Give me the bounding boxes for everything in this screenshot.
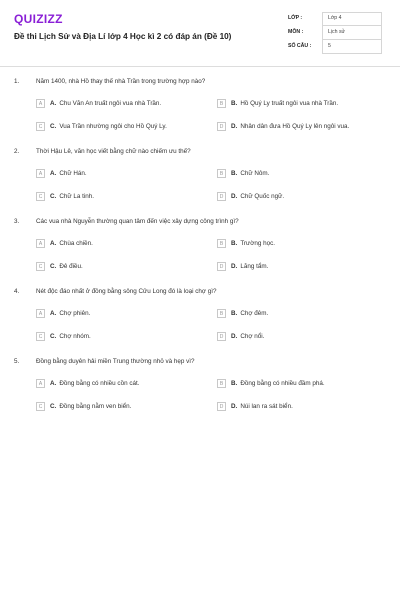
option-letter: A. [50,310,57,317]
option-text: Hồ Quý Ly truất ngôi vua nhà Trần. [240,100,339,107]
answer-option[interactable] [36,122,167,131]
option-checkbox[interactable]: D [217,332,226,341]
header-divider [0,66,400,67]
option-text: Chữ Nôm. [240,170,270,177]
option-text: Chu Văn An truất ngôi vua nhà Trần. [59,100,162,107]
meta-row-class [288,12,388,26]
meta-table [288,12,388,54]
answer-option[interactable] [217,402,293,411]
option-letter: B. [231,380,238,387]
answer-option[interactable] [217,262,268,271]
answer-option[interactable] [217,309,268,318]
option-checkbox[interactable]: C [36,192,45,201]
option-letter: A. [50,240,57,247]
option-letter: D. [231,193,238,200]
answer-option[interactable] [217,99,338,108]
option-letter: C. [50,123,57,130]
option-checkbox[interactable]: C [36,122,45,131]
option-text: Chữ La tinh. [59,193,94,200]
option-checkbox[interactable]: D [217,122,226,131]
option-letter: A. [50,380,57,387]
question-item [14,148,388,218]
option-text: Vua Trần nhường ngôi cho Hồ Quý Ly. [59,123,167,130]
question-text: Năm 1400, nhà Hồ thay thế nhà Trần trong trường hợp nào? [36,78,206,85]
meta-label: SỐ CÂU : [288,43,312,49]
option-text: Lăng tẩm. [240,263,269,270]
answer-option[interactable] [36,169,87,178]
option-letter: C. [50,403,57,410]
question-text: Các vua nhà Nguyễn thường quan tâm đến việc xây dựng công trình gì? [36,218,239,225]
question-number: 3. [14,218,20,225]
option-checkbox[interactable]: B [217,99,226,108]
option-letter: D. [231,333,238,340]
option-checkbox[interactable]: B [217,379,226,388]
answer-option[interactable] [36,239,93,248]
option-text: Trường học. [240,240,276,247]
option-letter: B. [231,310,238,317]
option-letter: D. [231,123,238,130]
meta-value: Lớp 4 [328,15,342,21]
option-letter: B. [231,240,238,247]
option-checkbox[interactable]: A [36,99,45,108]
option-text: Đồng bằng nằm ven biển. [59,403,132,410]
question-item [14,78,388,148]
question-item [14,288,388,358]
worksheet-header [14,12,388,62]
option-checkbox[interactable]: B [217,309,226,318]
option-letter: C. [50,333,57,340]
answer-option[interactable] [217,192,284,201]
option-text: Chùa chiền. [59,240,93,247]
option-letter: D. [231,263,238,270]
question-number: 4. [14,288,20,295]
option-text: Nhân dân đưa Hồ Quý Ly lên ngôi vua. [240,123,350,130]
answer-option[interactable] [36,379,139,388]
meta-row-subject [288,26,388,40]
question-item [14,358,388,428]
option-checkbox[interactable]: D [217,192,226,201]
option-text: Chợ phiên. [59,310,91,317]
question-number: 2. [14,148,20,155]
option-checkbox[interactable]: C [36,262,45,271]
option-text: Đồng bằng có nhiều đầm phá. [240,380,325,387]
option-letter: B. [231,170,238,177]
option-text: Đê điều. [59,263,83,270]
answer-option[interactable] [217,332,264,341]
option-checkbox[interactable]: C [36,402,45,411]
question-number: 5. [14,358,20,365]
option-letter: C. [50,193,57,200]
option-letter: A. [50,170,57,177]
option-text: Núi lan ra sát biển. [240,403,293,410]
option-checkbox[interactable]: B [217,169,226,178]
option-letter: D. [231,403,238,410]
answer-option[interactable] [36,262,83,271]
option-checkbox[interactable]: B [217,239,226,248]
question-item [14,218,388,288]
meta-label: MÔN : [288,29,304,35]
answer-option[interactable] [217,379,325,388]
meta-label: LỚP : [288,15,303,21]
option-checkbox[interactable]: D [217,262,226,271]
option-text: Chợ nhóm. [59,333,91,340]
option-checkbox[interactable]: A [36,239,45,248]
meta-value: 5 [328,43,331,49]
option-checkbox[interactable]: A [36,309,45,318]
answer-option[interactable] [217,122,349,131]
option-text: Chợ nổi. [240,333,265,340]
answer-option[interactable] [36,402,131,411]
option-text: Chợ đêm. [240,310,269,317]
answer-option[interactable] [36,332,91,341]
answer-option[interactable] [217,239,275,248]
option-text: Chữ Hán. [59,170,87,177]
option-letter: A. [50,100,57,107]
option-text: Chữ Quốc ngữ. [240,193,285,200]
meta-box [322,40,382,54]
option-checkbox[interactable]: A [36,169,45,178]
document-title: Đề thi Lịch Sử và Địa Lí lớp 4 Học kì 2 có đáp án (Đề 10) [14,32,232,41]
option-checkbox[interactable]: D [217,402,226,411]
option-letter: C. [50,263,57,270]
meta-value: Lịch sử [328,29,346,35]
question-text: Thời Hậu Lê, văn học viết bằng chữ nào chiếm ưu thế? [36,148,191,155]
option-checkbox[interactable]: A [36,379,45,388]
answer-option[interactable] [36,99,161,108]
option-letter: B. [231,100,238,107]
option-checkbox[interactable]: C [36,332,45,341]
answer-option[interactable] [217,169,269,178]
question-text: Đồng bằng duyên hải miền Trung thường nhỏ và hẹp vì? [36,358,195,365]
question-number: 1. [14,78,20,85]
quizizz-logo: QUIZIZZ [14,12,63,26]
question-text: Nét độc đáo nhất ở đồng bằng sông Cửu Long đó là loại chợ gì? [36,288,217,295]
option-text: Đồng bằng có nhiều cồn cát. [59,380,140,387]
meta-row-count [288,40,388,54]
answer-option[interactable] [36,192,94,201]
question-list [14,78,388,428]
answer-option[interactable] [36,309,90,318]
